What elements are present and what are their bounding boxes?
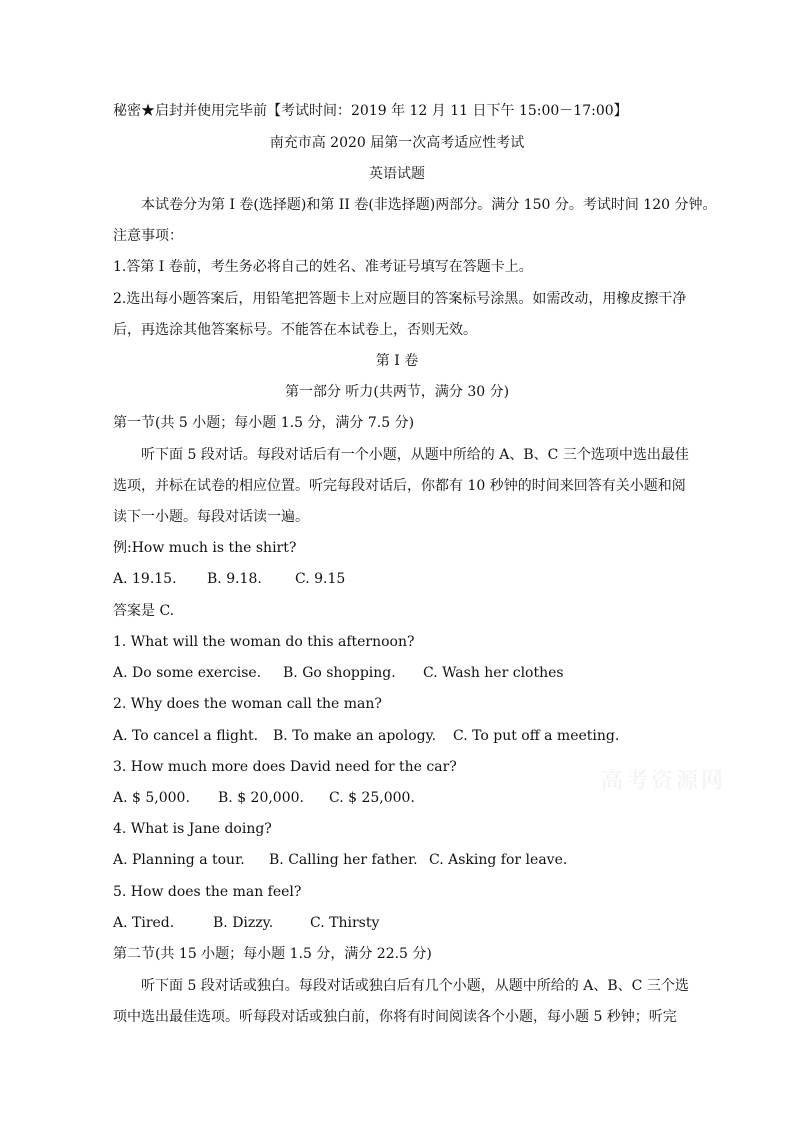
note-item-1: 1.答第 I 卷前，考生务必将自己的姓名、准考证号填写在答题卡上。	[113, 259, 533, 275]
question-4: 4. What is Jane doing?	[113, 821, 272, 837]
question-2: 2. Why does the woman call the man?	[113, 696, 382, 712]
subject-title: 英语试题	[369, 166, 425, 182]
option-c: C. 9.15	[295, 571, 346, 587]
option-c: C. $ 25,000.	[329, 790, 415, 806]
example-options	[113, 569, 345, 589]
option-b: B. Go shopping.	[283, 665, 396, 681]
option-a: A. 19.15.	[113, 571, 177, 587]
section2-heading: 第二节(共 15 小题；每小题 1.5 分，满分 22.5 分)	[113, 946, 432, 962]
exam-title: 南充市高 2020 届第一次高考适应性考试	[269, 135, 525, 151]
option-a: A. Planning a tour.	[113, 852, 245, 868]
option-a: A. Tired.	[113, 915, 175, 931]
volume-title: 第 I 卷	[375, 353, 419, 369]
part1-title: 第一部分 听力(共两节，满分 30 分)	[284, 384, 510, 400]
option-a: A. To cancel a flight.	[113, 728, 259, 744]
note-item-2-line2: 后，再选涂其他答案标号。不能答在本试卷上，否则无效。	[113, 322, 477, 338]
question-2-options	[113, 726, 619, 746]
option-a: A. $ 5,000.	[113, 790, 190, 806]
notes-heading: 注意事项：	[113, 228, 183, 244]
example-answer: 答案是 C.	[113, 603, 175, 619]
question-5: 5. How does the man feel?	[113, 884, 302, 900]
option-c: C. Wash her clothes	[423, 665, 564, 681]
confidential-line: 秘密★启封并使用完毕前【考试时间：2019 年 12 月 11 日下午 15:00－17:00】	[113, 103, 628, 119]
section1-instr-line1: 听下面 5 段对话。每段对话后有一个小题，从题中所给的 A、B、C 三个选项中选出最佳	[141, 447, 689, 463]
section2-instr-line1: 听下面 5 段对话或独白。每段对话或独白后有几个小题，从题中所给的 A、B、C 三个选	[141, 978, 689, 994]
question-3: 3. How much more does David need for the car?	[113, 759, 457, 775]
question-4-options	[113, 850, 567, 870]
question-1-options	[113, 663, 564, 683]
intro-text: 本试卷分为第 I 卷(选择题)和第 II 卷(非选择题)两部分。满分 150 分。考试时间 120 分钟。	[141, 197, 717, 213]
question-5-options	[113, 913, 379, 933]
example-question: 例:How much is the shirt?	[113, 540, 297, 556]
option-a: A. Do some exercise.	[113, 665, 262, 681]
option-b: B. 9.18.	[207, 571, 262, 587]
section1-instr-line2: 选项，并标在试卷的相应位置。听完每段对话后，你都有 10 秒钟的时间来回答有关小题和阅	[113, 478, 686, 494]
note-item-2-line1: 2.选出每小题答案后，用铅笔把答题卡上对应题目的答案标号涂黑。如需改动，用橡皮擦干净	[113, 291, 687, 307]
section2-instr-line2: 项中选出最佳选项。听每段对话或独白前，你将有时间阅读各个小题，每小题 5 秒钟；听完	[113, 1009, 677, 1025]
option-b: B. Dizzy.	[213, 915, 274, 931]
option-c: C. Asking for leave.	[429, 852, 568, 868]
option-c: C. To put off a meeting.	[453, 728, 620, 744]
question-3-options	[113, 788, 415, 808]
option-b: B. To make an apology.	[273, 728, 437, 744]
option-b: B. Calling her father.	[269, 852, 418, 868]
option-b: B. $ 20,000.	[218, 790, 304, 806]
option-c: C. Thirsty	[310, 915, 380, 931]
watermark: 高考资源网	[601, 769, 727, 794]
section1-heading: 第一节(共 5 小题；每小题 1.5 分，满分 7.5 分)	[113, 415, 415, 431]
section1-instr-line3: 读下一小题。每段对话读一遍。	[113, 509, 309, 525]
question-1: 1. What will the woman do this afternoon?	[113, 634, 415, 650]
